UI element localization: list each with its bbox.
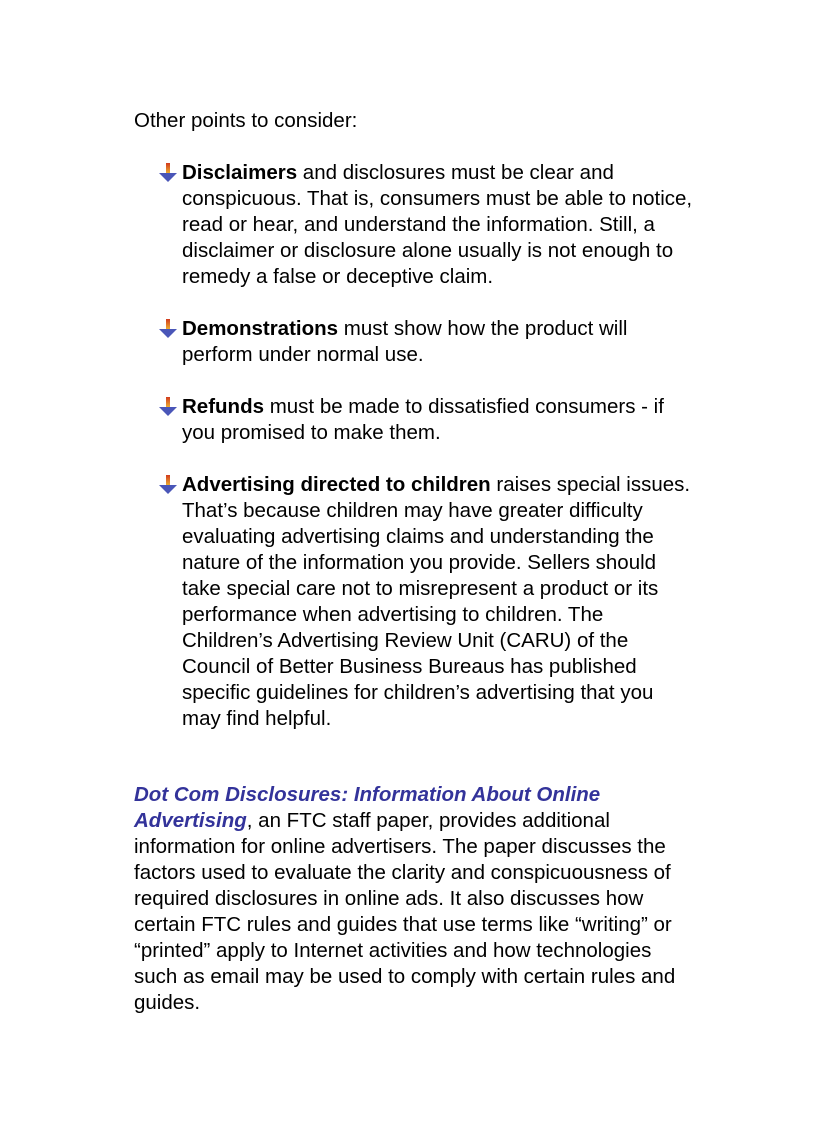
bullet-term: Refunds [182,395,264,418]
paper-title-link[interactable]: Dot Com Disclosures: Information About Online Advertising [134,783,601,832]
list-item [182,160,694,290]
document-page [134,108,694,1037]
bullet-term: Disclaimers [182,161,298,184]
closing-text: , an FTC staff paper, provides additional information for online advertisers. The paper discusses the factors used to evaluate the clarity and conspicuousness of required disclosures in online ads. It also discusses how certain FTC rules and guides that use terms like “writing” or “printed” apply to Internet activities and how technologies such as email may be used to comply with certain rules and guides. [134,809,676,1014]
down-arrow-icon [158,319,178,339]
considerations-list [134,160,694,732]
bullet-text: must show how the product will perform under normal use. [182,317,628,366]
bullet-text: and disclosures must be clear and conspicuous. That is, consumers must be able to notice, read or hear, and understand the information. Still, a disclaimer or disclosure alone usually is not enough to remedy a false or deceptive claim. [182,161,693,288]
bullet-text: raises special issues. That’s because children may have greater difficulty evaluating advertising claims and understanding the nature of the information you provide. Sellers should take special care not to misrepresent a product or its performance when advertising to children. The Children’s Advertising Review Unit (CARU) of the Council of Better Business Bureaus has published specific guidelines for children’s advertising that you may find helpful. [182,473,691,730]
bullet-text: must be made to dissatisfied consumers - if you promised to make them. [182,395,664,444]
list-item [182,472,694,732]
intro-text: Other points to consider: [134,109,358,132]
closing-paragraph [134,782,694,1016]
down-arrow-icon [158,397,178,417]
down-arrow-icon [158,163,178,183]
list-item [182,316,694,368]
down-arrow-icon [158,475,178,495]
bullet-term: Demonstrations [182,317,339,340]
bullet-term: Advertising directed to children [182,473,491,496]
list-item [182,394,694,446]
